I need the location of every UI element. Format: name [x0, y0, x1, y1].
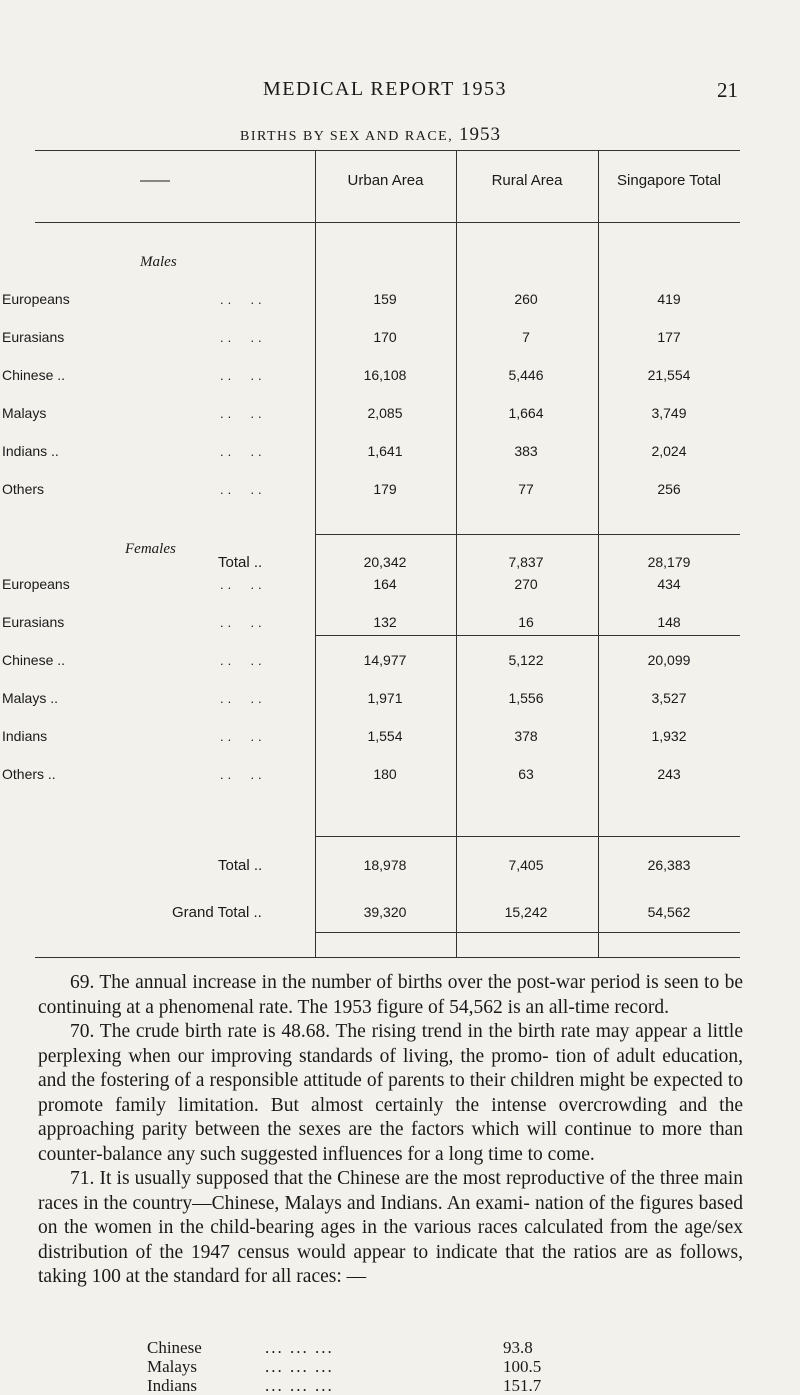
race-label: Others [2, 481, 45, 497]
table-cell-urban: 2,085 [367, 405, 403, 421]
table-cell-urban: 1,641 [367, 443, 403, 459]
group-label: Females [125, 541, 176, 557]
ratio-row [147, 1357, 541, 1376]
ratio-dots: ... ... ... [265, 1357, 334, 1376]
table-cell-rural: 1,556 [508, 690, 544, 706]
ratio-dots: ... ... ... [265, 1338, 334, 1357]
header-rule [35, 222, 740, 223]
column-header: Singapore Total [617, 172, 721, 189]
leader-dots: .. .. [220, 767, 266, 782]
table-cell-total: 21,554 [647, 367, 691, 383]
table-cell-total: 148 [657, 614, 681, 630]
column-header: Rural Area [491, 172, 563, 189]
ratio-row [147, 1376, 541, 1395]
leader-dots: .. .. [220, 729, 266, 744]
ratio-dots: ... ... ... [265, 1376, 334, 1395]
leader-dots: .. .. [220, 577, 266, 592]
ratio-race: Chinese [147, 1338, 202, 1357]
table-cell-urban: 164 [373, 576, 397, 592]
leader-dots: .. .. [220, 330, 266, 345]
table-cell-rural: 260 [514, 291, 538, 307]
ratio-race: Indians [147, 1376, 198, 1395]
grand-total-rule [315, 932, 740, 933]
table-cell-rural: 1,664 [508, 405, 544, 421]
females-rule [315, 635, 740, 636]
paragraph-69: 69. The annual increase in the number of births over the post-war period is seen to be continuing at a phenomenal rate. The 1953 figure of 54,562 is an all-time record. [38, 972, 743, 1018]
table-cell-total: 419 [657, 291, 681, 307]
total-cell-rural: 7,405 [508, 857, 544, 873]
ratio-value: 93.8 [503, 1338, 533, 1357]
column-rule [315, 150, 316, 957]
grand-total-label: Grand Total .. [172, 904, 262, 921]
total-cell-urban: 18,978 [363, 857, 407, 873]
table-cell-rural: 5,122 [508, 652, 544, 668]
total-label: Total .. [218, 857, 263, 874]
paragraph-71: 71. It is usually supposed that the Chinese are the most reproductive of the three main races in the country—Chinese, Malays and Indians. An exami- nation of the figures based on the women in the child-bearing ages in the various races calculated from the age/sex distribution of the 1947 census would appear to indicate that the ratios are as follows, taking 100 at the standard for all races: — [38, 1168, 743, 1287]
ratio-row [147, 1338, 541, 1357]
table-cell-urban: 159 [373, 291, 397, 307]
race-label: Indians [2, 728, 48, 744]
leader-dots: .. .. [220, 482, 266, 497]
leader-dots: .. .. [220, 292, 266, 307]
leader-dots: .. .. [220, 368, 266, 383]
table-title-text: BIRTHS BY SEX AND RACE, [240, 129, 454, 144]
leader-dots: .. .. [220, 615, 266, 630]
table-cell-rural: 383 [514, 443, 538, 459]
males-total-rule [315, 534, 740, 535]
females-total-rule [315, 836, 740, 837]
table-cell-total: 20,099 [647, 652, 691, 668]
total-cell-total: 26,383 [647, 857, 691, 873]
grand-total-cell-total: 54,562 [647, 904, 691, 920]
grand-total-cell-urban: 39,320 [363, 904, 407, 920]
grand-total-cell-rural: 15,242 [504, 904, 548, 920]
table-cell-rural: 270 [514, 576, 538, 592]
table-cell-urban: 179 [373, 481, 397, 497]
leader-dots: .. .. [220, 406, 266, 421]
table-cell-rural: 16 [518, 614, 534, 630]
total-cell-rural: 7,837 [508, 554, 544, 570]
table-cell-urban: 132 [373, 614, 397, 630]
table-cell-urban: 16,108 [363, 367, 407, 383]
table-cell-total: 2,024 [651, 443, 687, 459]
total-label: Total .. [218, 554, 263, 571]
table-cell-total: 3,749 [651, 405, 687, 421]
table-cell-rural: 7 [522, 329, 530, 345]
page-number: 21 [717, 78, 738, 102]
race-label: Eurasians [2, 614, 65, 630]
total-cell-urban: 20,342 [363, 554, 407, 570]
table-cell-rural: 77 [518, 481, 534, 497]
table-cell-urban: 1,554 [367, 728, 403, 744]
ratio-value: 100.5 [503, 1357, 542, 1376]
race-label: Malays .. [2, 690, 59, 706]
leader-dots: .. .. [220, 444, 266, 459]
ratio-race: Malays [147, 1357, 198, 1376]
race-label: Chinese .. [2, 367, 66, 383]
page-header [0, 78, 800, 108]
group-label: Males [140, 254, 177, 270]
race-label: Chinese .. [2, 652, 66, 668]
table-cell-total: 256 [657, 481, 681, 497]
race-label: Eurasians [2, 329, 65, 345]
table-cell-total: 1,932 [651, 728, 687, 744]
race-label: Europeans [2, 576, 70, 592]
ratio-list [147, 1338, 541, 1395]
table-cell-total: 434 [657, 576, 681, 592]
running-title: MEDICAL REPORT 1953 [263, 78, 507, 100]
table-cell-total: 177 [657, 329, 681, 345]
table-cell-total: 243 [657, 766, 681, 782]
table-cell-urban: 180 [373, 766, 397, 782]
table-cell-urban: 14,977 [363, 652, 407, 668]
total-cell-total: 28,179 [647, 554, 691, 570]
ratio-value: 151.7 [503, 1376, 542, 1395]
column-rule [456, 150, 457, 957]
leader-dots: .. .. [220, 691, 266, 706]
column-header-blank: —— [140, 172, 170, 189]
race-label: Others .. [2, 766, 56, 782]
table-title [240, 124, 501, 146]
table-cell-urban: 170 [373, 329, 397, 345]
race-label: Malays [2, 405, 47, 421]
table-cell-total: 3,527 [651, 690, 687, 706]
table-cell-urban: 1,971 [367, 690, 403, 706]
leader-dots: .. .. [220, 653, 266, 668]
table-cell-rural: 378 [514, 728, 538, 744]
paragraph-70: 70. The crude birth rate is 48.68. The rising trend in the birth rate may appear a little perplexing when our improving standards of living, the promo- tion of adult education, and the fostering of a responsible attitude of parents to their children might be expected to promote family limitation. But almost certainly the intense overcrowding and the approaching parity between the sexes are the factors which will continue to more than counter-balance any such suggested influences for a long time to come. [38, 1021, 743, 1165]
column-header: Urban Area [347, 172, 424, 189]
race-label: Indians .. [2, 443, 59, 459]
table-top-rule [35, 150, 740, 151]
table-cell-rural: 63 [518, 766, 534, 782]
race-label: Europeans [2, 291, 70, 307]
table-cell-rural: 5,446 [508, 367, 544, 383]
births-table [2, 150, 740, 958]
column-rule [598, 150, 599, 957]
table-bottom-rule [35, 957, 740, 958]
body-text [38, 971, 743, 1290]
table-title-year: 1953 [458, 124, 501, 145]
